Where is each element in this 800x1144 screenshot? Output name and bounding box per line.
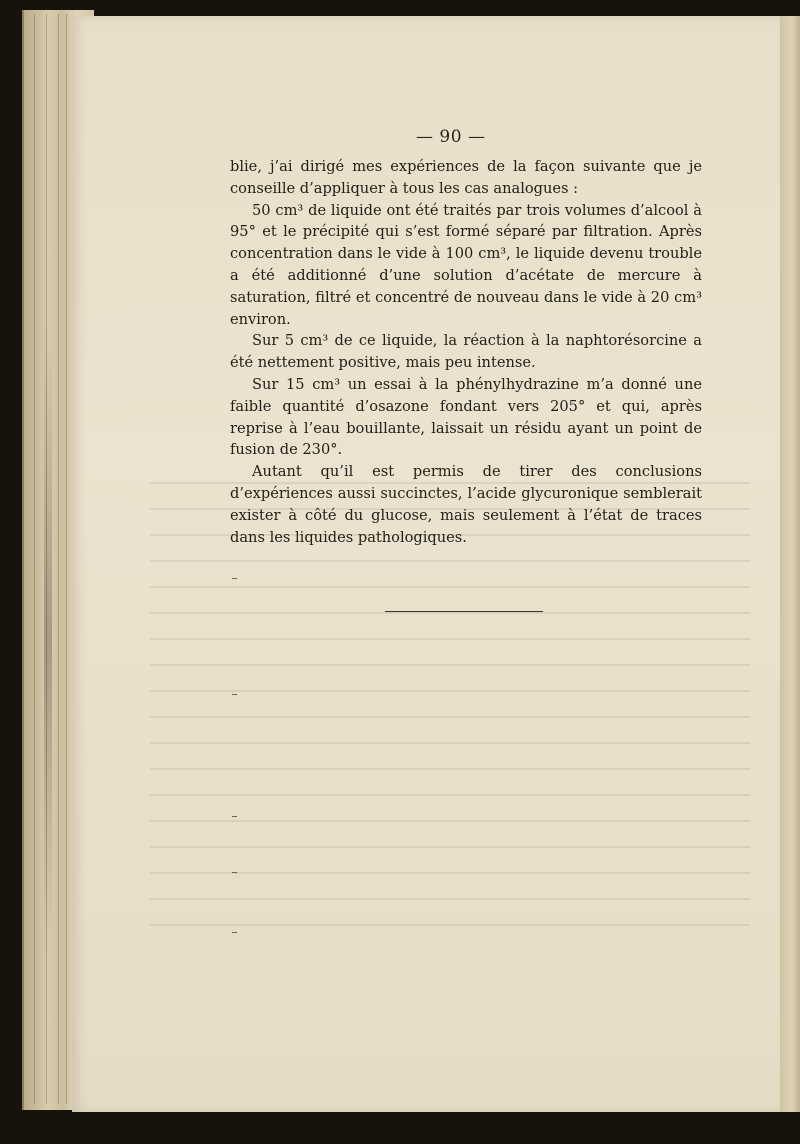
page-stack-line xyxy=(34,14,35,1104)
margin-mark xyxy=(232,872,237,873)
page-stack-line xyxy=(58,14,59,1104)
margin-mark xyxy=(232,578,237,579)
paragraph: 50 cm³ de liquide ont été traités par trois volumes d’alcool à 95° et le précipité qui s’est formé séparé par filtration. Après concentration dans le vide à 100 cm³, le liquide devenu trouble a été additionné d’une solution d’acétate de mercure à saturation, filtré et concentré de nouveau dans le vide à 20 cm³ environ. xyxy=(230,201,702,328)
paragraph: Sur 15 cm³ un essai à la phénylhydrazine m’a donné une faible quantité d’osazone fondant vers 205° et qui, après reprise à l’eau bouillante, laissait un résidu ayant un point de fusion de 230°. xyxy=(230,375,702,459)
paragraph: blie, j’ai dirigé mes expériences de la façon suivante que je conseille d’appliquer à tous les cas analogues : xyxy=(230,158,702,197)
margin-mark xyxy=(232,816,237,817)
binding-shadow xyxy=(44,330,52,950)
paragraph: Sur 5 cm³ de ce liquide, la réaction à la naphtorésorcine a été nettement positive, mais peu intense. xyxy=(230,332,702,372)
margin-mark xyxy=(232,932,237,933)
body-text xyxy=(230,156,702,548)
page-stack-line xyxy=(66,14,67,1104)
page-number: — 90 — xyxy=(416,127,486,147)
margin-mark xyxy=(232,694,237,695)
adjacent-page-edge xyxy=(780,16,800,1112)
paragraph: Autant qu’il est permis de tirer des conclusions d’expériences aussi succinctes, l’acide glycuronique semblerait exister à côté du glucose, mais seulement à l’état de traces dans les liquides pathologiques. xyxy=(230,463,702,546)
section-divider-rule xyxy=(385,611,543,612)
